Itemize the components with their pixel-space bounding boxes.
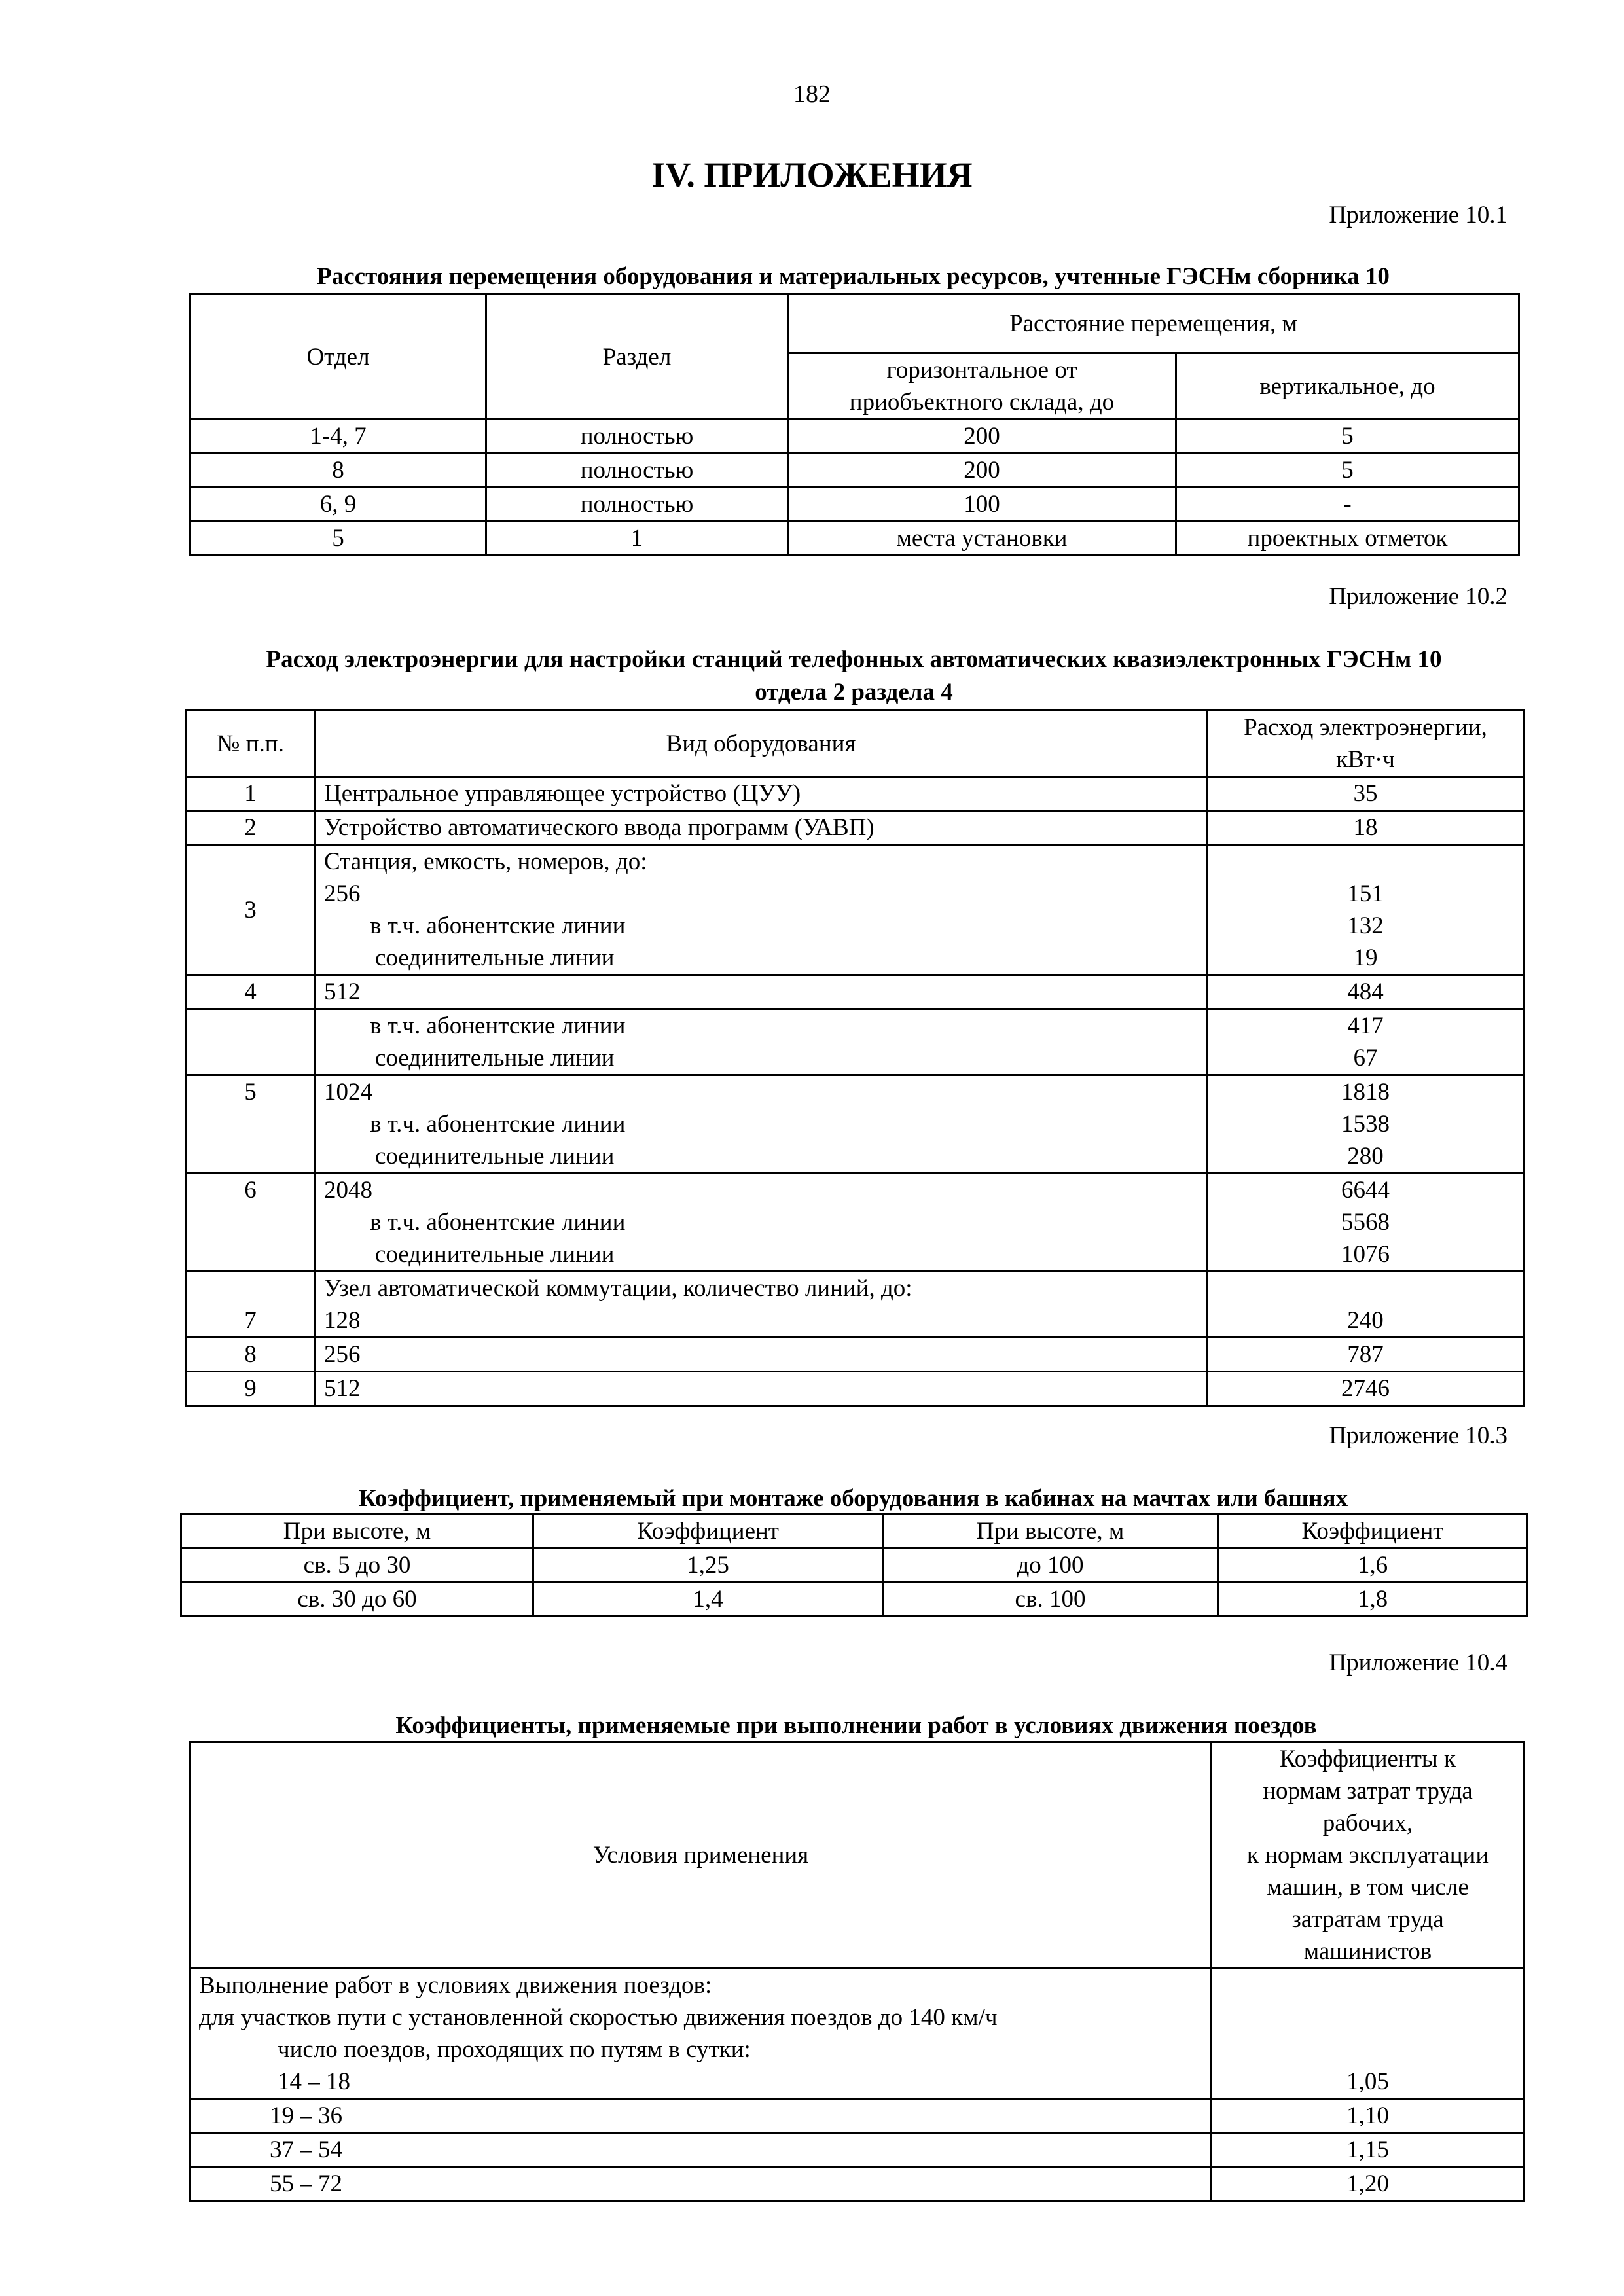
table-row: Выполнение работ в условиях движения поездов: для участков пути с установленной скоростью движения поездов до 140 км/ч число поездов, проходящих по путям в сутки: 14 – 18 1,05 [190,1969,1525,2099]
table-row: 4 512 484 [186,975,1525,1009]
header-horizontal: горизонтальное от приобъектного склада, до [788,353,1176,420]
header-coefficients: Коэффициенты к нормам затрат труда рабочих, к нормам эксплуатации машин, в том числе затратам труда машинистов [1212,1742,1525,1969]
electricity-table [185,709,1525,1407]
table-row: 37 – 54 1,15 [190,2133,1525,2167]
train-traffic-table [189,1741,1525,2202]
header-conditions: Условия применения [190,1742,1212,1969]
appendix-10-3-label: Приложение 10.3 [1329,1422,1507,1449]
header-distance-group: Расстояние перемещения, м [788,295,1519,353]
header-razdel: Раздел [486,295,788,420]
page-number: 182 [793,81,831,108]
header-coef-2: Коэффициент [1218,1515,1528,1549]
table-row: 1 Центральное управляющее устройство (ЦУУ) 35 [186,777,1525,811]
distance-table [189,293,1520,556]
appendix-10-2-caption: Расход электроэнергии для настройки станций телефонных автоматических квазиэлектронных ГЭСНм 10 отдела 2 раздела 4 [266,646,1442,706]
table-row: св. 30 до 60 1,4 св. 100 1,8 [181,1583,1528,1617]
table-row: 3 Станция, емкость, номеров, до: 256 в т.ч. абонентские линии соединительные линии 151 132 19 [186,845,1525,975]
header-consumption: Расход электроэнергии, кВт·ч [1207,711,1525,777]
table-row: 5 1 места установки проектных отметок [190,522,1519,556]
appendix-10-1-caption: Расстояния перемещения оборудования и материальных ресурсов, учтенные ГЭСНм сборника 10 [317,263,1390,290]
table-row: 5 1024 в т.ч. абонентские линии соединительные линии 1818 1538 280 [186,1075,1525,1174]
table-row: 1-4, 7 полностью 200 5 [190,420,1519,454]
appendix-10-3-caption: Коэффициент, применяемый при монтаже оборудования в кабинах на мачтах или башнях [358,1485,1348,1512]
header-otdel: Отдел [190,295,486,420]
table-row: 2 Устройство автоматического ввода программ (УАВП) 18 [186,811,1525,845]
header-coef-1: Коэффициент [533,1515,883,1549]
table-row: 9 512 2746 [186,1372,1525,1406]
table-row: св. 5 до 30 1,25 до 100 1,6 [181,1549,1528,1583]
table-row: 19 – 36 1,10 [190,2099,1525,2133]
header-height-2: При высоте, м [883,1515,1218,1549]
appendix-10-4-label: Приложение 10.4 [1329,1649,1507,1676]
table-row: 8 полностью 200 5 [190,454,1519,488]
appendix-10-1-label: Приложение 10.1 [1329,202,1507,228]
table-row: 6, 9 полностью 100 - [190,488,1519,522]
appendix-10-2-label: Приложение 10.2 [1329,583,1507,610]
table-row: в т.ч. абонентские линии соединительные линии 417 67 [186,1009,1525,1075]
table-row: 6 2048 в т.ч. абонентские линии соединительные линии 6644 5568 1076 [186,1174,1525,1272]
header-equipment: Вид оборудования [316,711,1207,777]
table-row: 8 256 787 [186,1338,1525,1372]
table-row: 55 – 72 1,20 [190,2167,1525,2201]
header-height-1: При высоте, м [181,1515,533,1549]
table-row: 7 Узел автоматической коммутации, количество линий, до: 128 240 [186,1272,1525,1338]
header-vertical: вертикальное, до [1176,353,1519,420]
appendix-10-4-caption: Коэффициенты, применяемые при выполнении работ в условиях движения поездов [395,1712,1317,1739]
mast-coefficient-table [180,1513,1528,1617]
header-num: № п.п. [186,711,316,777]
section-title: IV. ПРИЛОЖЕНИЯ [651,155,973,194]
